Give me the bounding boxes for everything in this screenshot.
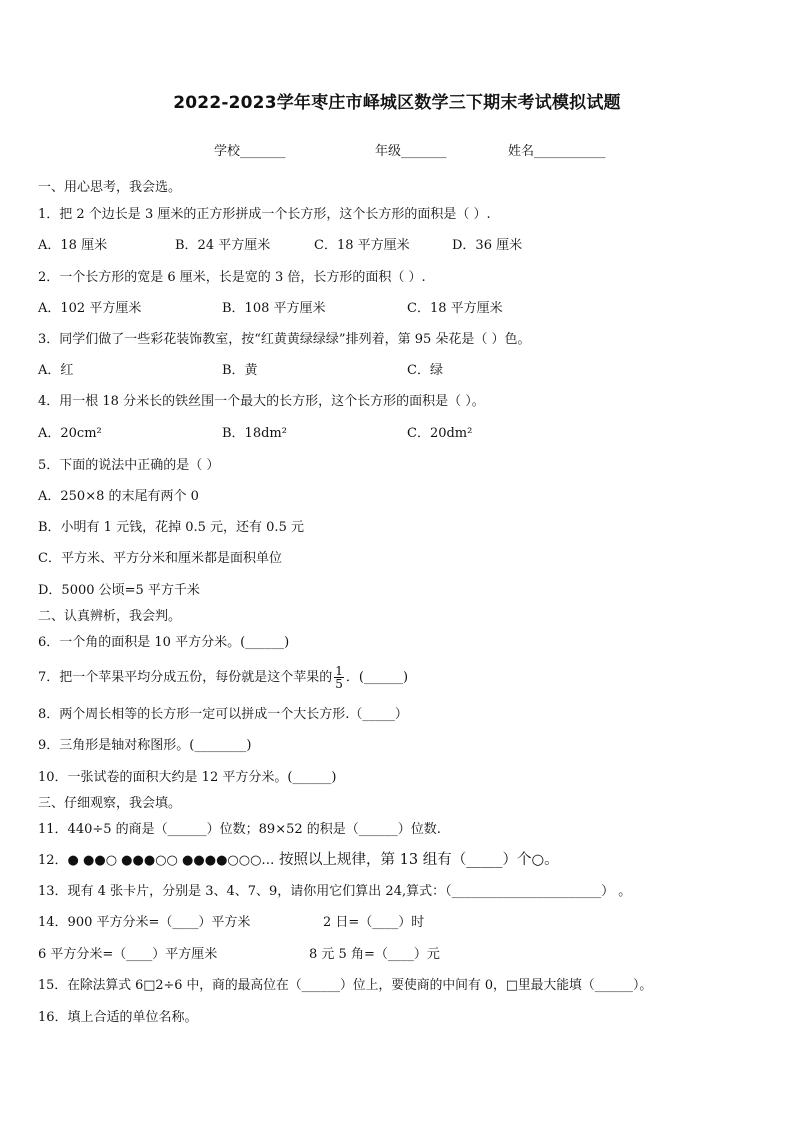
section-heading-3: 三、仔细观察，我会填。: [38, 796, 182, 811]
grade-blank: _______: [401, 144, 447, 159]
question-12-number: 12．: [38, 853, 68, 868]
question-5-option-a: A．250×8 的末尾有两个 0: [38, 489, 199, 504]
question-14-part-a: 14．900 平方分米=（____）平方米: [38, 915, 251, 930]
fraction-one-fifth: [334, 665, 344, 690]
question-14-part-b: 2 日=（____）时: [323, 915, 425, 930]
school-label: 学校: [214, 144, 241, 159]
name-blank: ___________: [534, 144, 606, 159]
question-3-option-a: A．红: [38, 363, 74, 378]
question-11: 11．440÷5 的商是（______）位数；89×52 的积是（______）位数.: [38, 822, 441, 837]
question-1-option-d: D．36 厘米: [452, 238, 523, 253]
question-7: [38, 663, 408, 693]
question-16: 16．填上合适的单位名称。: [38, 1010, 198, 1025]
question-6: 6．一个角的面积是 10 平方分米。(______): [38, 635, 290, 650]
question-8: 8．两个周长相等的长方形一定可以拼成一个大长方形.（_____）: [38, 707, 408, 722]
section-heading-2: 二、认真辨析，我会判。: [38, 609, 182, 624]
fraction-denominator: 5: [335, 677, 343, 691]
fraction-numerator: 1: [335, 664, 343, 678]
question-12-text: 按照以上规律，第 13 组有（_____）个○。: [274, 852, 559, 868]
question-3-option-b: B．黄: [222, 363, 258, 378]
section-heading-1: 一、用心思考，我会选。: [38, 180, 182, 195]
name-field: [508, 140, 606, 159]
question-2-stem: 2．一个长方形的宽是 6 厘米，长是宽的 3 倍，长方形的面积（ ）.: [38, 270, 426, 285]
name-label: 姓名: [508, 144, 535, 159]
question-7-blank: ．(______): [345, 670, 409, 685]
question-5-stem: 5．下面的说法中正确的是（ ）: [38, 458, 220, 473]
question-13: 13．现有 4 张卡片，分别是 3、4、7、9，请你用它们算出 24,算式：（_______________________） 。: [38, 884, 632, 899]
question-1-option-b: B．24 平方厘米: [175, 238, 271, 253]
school-field: [214, 140, 286, 159]
question-1-option-a: A．18 厘米: [38, 238, 108, 253]
grade-field: [375, 140, 447, 159]
question-3-stem: 3．同学们做了一些彩花装饰教室，按“红黄黄绿绿绿”排列着，第 95 朵花是（ ）色。: [38, 332, 531, 347]
question-2-option-a: A．102 平方厘米: [38, 301, 142, 316]
question-14-part-c: 6 平方分米=（____）平方厘米: [38, 947, 218, 962]
question-14-part-d: 8 元 5 角=（____）元: [309, 947, 440, 962]
question-7-text: 7．把一个苹果平均分成五份，每份就是这个苹果的: [38, 670, 333, 685]
question-4-option-b: B．18dm²: [222, 426, 287, 441]
question-5-option-d: D．5000 公顷=5 平方千米: [38, 583, 200, 598]
question-9: 9．三角形是轴对称图形。(________): [38, 738, 252, 753]
question-5-option-c: C．平方米、平方分米和厘米都是面积单位: [38, 551, 282, 566]
question-15: 15．在除法算式 6□2÷6 中，商的最高位在（______）位上，要使商的中间有 0，□里最大能填（______）。: [38, 978, 653, 993]
question-1-option-c: C．18 平方厘米: [314, 238, 410, 253]
dot-pattern: ● ●●○ ●●●○○ ●●●●○○○…: [67, 853, 275, 868]
question-4-option-a: A．20cm²: [38, 426, 102, 441]
question-4-option-c: C．20dm²: [407, 426, 473, 441]
question-2-option-b: B．108 平方厘米: [222, 301, 326, 316]
question-4-stem: 4．用一根 18 分米长的铁丝围一个最大的长方形，这个长方形的面积是（ ）。: [38, 394, 485, 409]
question-5-option-b: B．小明有 1 元钱，花掉 0.5 元，还有 0.5 元: [38, 520, 304, 535]
question-10: 10．一张试卷的面积大约是 12 平方分米。(______): [38, 770, 337, 785]
grade-label: 年级: [375, 144, 402, 159]
question-1-stem: 1．把 2 个边长是 3 厘米的正方形拼成一个长方形，这个长方形的面积是（ ）.: [38, 207, 491, 222]
question-2-option-c: C．18 平方厘米: [407, 301, 503, 316]
page-title: 2022-2023学年枣庄市峄城区数学三下期末考试模拟试题: [173, 93, 621, 113]
school-blank: _______: [240, 144, 286, 159]
question-3-option-c: C．绿: [407, 363, 443, 378]
question-12: [38, 852, 559, 869]
